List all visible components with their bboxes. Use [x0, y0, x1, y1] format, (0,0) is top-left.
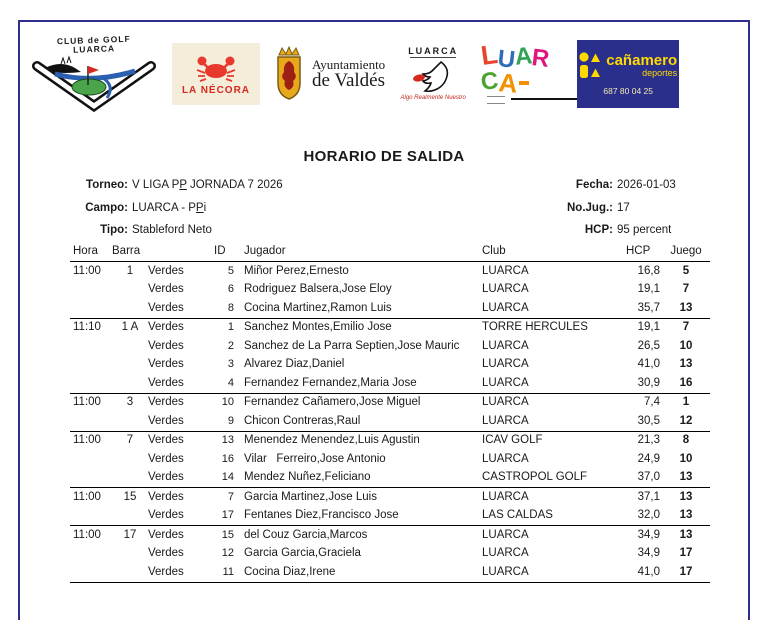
hcp-cell: 19,1: [637, 283, 660, 295]
club-cell: LUARCA: [482, 412, 626, 431]
torneo-value-post: JORNADA 7 2026: [186, 179, 283, 191]
tipo-label: Tipo:: [100, 224, 128, 236]
tee-cell: Verdes: [148, 469, 214, 488]
juego-cell: 10: [679, 452, 693, 465]
tee-cell: Verdes: [148, 396, 184, 408]
hcp-cell: 34,9: [637, 528, 660, 541]
luarca-villa-logo: [397, 47, 469, 101]
hcp-cell: 41,0: [637, 358, 660, 370]
hcp-cell: 41,0: [626, 563, 662, 582]
club-cell: LUARCA: [482, 339, 529, 352]
tee-cell: Verdes: [148, 264, 184, 277]
jugador-cell: Fernandez Fernandez,Maria Jose: [242, 374, 482, 393]
barra-cell: [112, 337, 148, 356]
barra-cell: [112, 281, 148, 300]
tee-cell: Verdes: [148, 490, 184, 503]
club-cell: LUARCA: [482, 547, 529, 559]
header-club: Club: [482, 243, 626, 262]
id-cell: 5: [227, 264, 234, 277]
player-row: [70, 356, 710, 375]
player-row: [70, 299, 710, 318]
campo-value-underlined: P: [195, 201, 204, 214]
hcp-cell: 30,9: [626, 374, 662, 393]
barra-cell: [112, 507, 148, 526]
nojug-label: No.Jug.:: [567, 201, 613, 214]
jugador-cell: Alvarez Diaz,Daniel: [244, 358, 345, 370]
barra-cell: [112, 299, 148, 318]
barra-cell: [112, 374, 148, 393]
hcp-cell: 32,0: [626, 507, 662, 526]
header-barra: Barra: [112, 243, 214, 262]
player-row: [70, 450, 710, 469]
face-profile-icon: [411, 60, 455, 94]
hora-cell: [70, 337, 112, 356]
hora-cell: [70, 469, 112, 488]
canamero-phone: 687 80 04 25: [603, 86, 653, 96]
id-cell: 1: [227, 321, 234, 333]
juego-cell: 7: [682, 283, 690, 295]
hora-cell: 11:00: [73, 528, 101, 541]
info-left-block: [62, 179, 283, 247]
valdes-line1: Ayuntamiento: [312, 57, 386, 72]
hcp-cell: 19,1: [637, 321, 660, 333]
villa-slogan: Algo Realmente Nuestro: [400, 95, 466, 101]
tee-cell: Verdes: [148, 528, 184, 541]
luarca-color-letter: R: [530, 44, 552, 73]
hora-cell: [70, 356, 112, 375]
barra-cell: 3: [126, 396, 134, 408]
id-cell: 4: [214, 374, 242, 393]
hcp-cell: 24,9: [637, 452, 660, 465]
tee-cell: Verdes: [148, 434, 184, 446]
club-golf-luarca-logo: [28, 33, 160, 112]
hora-cell: [70, 563, 112, 582]
luarca-color-letters: [479, 38, 565, 99]
header-hcp: HCP: [626, 243, 662, 262]
info-right-block: [541, 179, 676, 247]
header-juego: Juego: [662, 243, 710, 262]
jugador-cell: Sanchez Montes,Emilio Jose: [244, 321, 392, 333]
juego-cell: 8: [682, 434, 690, 446]
club-cell: LUARCA: [482, 264, 529, 277]
player-row: [70, 262, 710, 281]
villa-title: LUARCA: [408, 46, 459, 56]
page-title: HORARIO DE SALIDA: [303, 148, 465, 165]
hora-cell: 11:10: [73, 321, 101, 333]
campo-value-post: i: [203, 201, 207, 214]
jugador-cell: Fentanes Diez,Francisco Jose: [242, 507, 482, 526]
juego-cell: 13: [662, 469, 710, 488]
hcp-cell: 30,5: [626, 412, 662, 431]
campo-value-pre: LUARCA - P: [132, 201, 196, 214]
id-cell: 13: [221, 434, 234, 446]
hcp-percent-label: HCP:: [584, 224, 613, 236]
juego-cell: 16: [662, 374, 710, 393]
hora-cell: 11:00: [73, 490, 101, 503]
player-row: [70, 412, 710, 431]
juego-cell: 13: [662, 507, 710, 526]
luarca-color-letter: A: [513, 42, 534, 71]
hora-cell: 11:00: [73, 264, 101, 277]
barra-cell: [112, 545, 148, 564]
tee-cell: Verdes: [148, 412, 214, 431]
canamero-name: cañamero: [606, 52, 678, 69]
hcp-cell: 16,8: [637, 264, 660, 277]
club-cell: ICAV GOLF: [482, 434, 543, 446]
valdes-line2: de Valdés: [312, 70, 385, 91]
hora-cell: 11:00: [73, 396, 101, 408]
tee-cell: Verdes: [148, 547, 184, 559]
jugador-cell: Garcia Garcia,Graciela: [244, 547, 361, 559]
hcp-cell: 7,4: [644, 396, 660, 408]
player-row: [70, 393, 710, 412]
hcp-percent-value: 95 percent: [617, 224, 672, 236]
club-cell: LUARCA: [482, 283, 529, 295]
jugador-cell: Fernandez Cañamero,Jose Miguel: [244, 396, 421, 408]
id-cell: 9: [214, 412, 242, 431]
barra-cell: [112, 563, 148, 582]
jugador-cell: Cocina Martinez,Ramon Luis: [242, 299, 482, 318]
club-cell: TORRE HERCULES: [482, 321, 588, 333]
id-cell: 15: [221, 528, 234, 541]
hora-cell: [70, 299, 112, 318]
valdes-text: [312, 58, 385, 90]
crab-icon: [194, 53, 238, 83]
juego-cell: 5: [682, 264, 690, 277]
player-row: [70, 488, 710, 507]
golf-course-drawing-icon: [31, 54, 157, 112]
player-row: [70, 431, 710, 450]
torneo-label: Torneo:: [86, 179, 128, 191]
hcp-cell: 34,9: [637, 547, 660, 559]
tee-cell: Verdes: [148, 321, 184, 333]
juego-cell: 10: [679, 339, 693, 352]
juego-cell: 13: [679, 490, 693, 503]
header-jugador: Jugador: [242, 243, 482, 262]
club-logo-line2: LUARCA: [73, 43, 116, 55]
hora-cell: [70, 374, 112, 393]
club-logo-text: [57, 35, 131, 56]
jugador-cell: Miñor Perez,Ernesto: [244, 264, 349, 277]
campo-value: [132, 202, 206, 214]
nojug-row: [541, 202, 676, 225]
barra-cell: 1: [126, 264, 134, 277]
id-cell: 3: [227, 358, 234, 370]
tee-cell: Verdes: [148, 358, 184, 370]
club-cell: LUARCA: [482, 563, 626, 582]
hora-cell: [70, 281, 112, 300]
barra-cell: [112, 412, 148, 431]
club-cell: LUARCA: [482, 358, 529, 370]
id-cell: 2: [227, 339, 234, 352]
barra-cell: [112, 469, 148, 488]
juego-cell: 13: [662, 299, 710, 318]
tee-cell: Verdes: [148, 283, 184, 295]
id-cell: 17: [214, 507, 242, 526]
id-cell: 6: [227, 283, 234, 295]
tee-cell: Verdes: [148, 339, 184, 352]
valdes-coat-of-arms-icon: [272, 45, 306, 103]
juego-cell: 17: [662, 563, 710, 582]
player-row: [70, 318, 710, 337]
barra-cell: 1 A: [121, 321, 139, 333]
fecha-label: Fecha:: [575, 179, 613, 191]
club-cell: LUARCA: [482, 452, 529, 465]
hora-cell: [70, 450, 112, 469]
barra-cell: 7: [126, 434, 134, 446]
id-cell: 8: [214, 299, 242, 318]
player-row: [70, 526, 710, 545]
club-cell: LUARCA: [482, 396, 529, 408]
jugador-cell: Vilar Ferreiro,Jose Antonio: [244, 452, 386, 465]
luarca-color-underline: [511, 98, 577, 100]
jugador-cell: Menendez Menendez,Luis Agustin: [244, 434, 420, 446]
hcp-cell: 26,5: [637, 339, 660, 352]
la-necora-logo: [172, 43, 260, 105]
hcp-cell: 37,0: [626, 469, 662, 488]
hcp-cell: 35,7: [626, 299, 662, 318]
luarca-color-letter: A: [496, 67, 519, 99]
juego-cell: 17: [679, 547, 693, 559]
torneo-value-pre: V LIGA P: [132, 179, 180, 191]
id-cell: 7: [227, 490, 234, 503]
club-cell: LUARCA: [482, 490, 529, 503]
id-cell: 10: [221, 396, 234, 408]
juego-cell: 13: [679, 528, 693, 541]
club-cell: LUARCA: [482, 528, 529, 541]
fecha-row: [541, 179, 676, 202]
ayuntamiento-valdes-logo: [272, 45, 385, 103]
club-cell: LUARCA: [482, 374, 626, 393]
jugador-cell: Rodriguez Balsera,Jose Eloy: [244, 283, 392, 295]
luarca-color-letter: L: [479, 38, 500, 72]
player-row: [70, 374, 710, 393]
villa-rule: [410, 57, 456, 58]
player-row: [70, 507, 710, 526]
jugador-cell: Garcia Martinez,Jose Luis: [244, 490, 377, 503]
club-cell: LUARCA: [482, 299, 626, 318]
luarca-color-letter: U: [496, 45, 517, 74]
campo-label: Campo:: [85, 201, 128, 214]
hcp-cell: 21,3: [637, 434, 660, 446]
player-row: [70, 563, 710, 582]
nojug-value: 17: [617, 201, 630, 214]
tee-cell: Verdes: [148, 563, 214, 582]
hora-cell: [70, 412, 112, 431]
hora-cell: [70, 545, 112, 564]
header-id: ID: [214, 243, 242, 262]
club-logo-line1: CLUB de GOLF: [56, 33, 131, 47]
header-hora: Hora: [70, 243, 112, 262]
campo-row: [62, 202, 283, 225]
canamero-sub: deportes: [642, 68, 678, 78]
club-cell: CASTROPOL GOLF: [482, 469, 626, 488]
luarca-color-letter: C: [479, 67, 500, 96]
jugador-cell: Chicon Contreras,Raul: [242, 412, 482, 431]
table-body: [70, 262, 710, 583]
id-cell: 11: [214, 563, 242, 582]
club-cell: LAS CALDAS: [482, 507, 626, 526]
barra-cell: [112, 450, 148, 469]
la-necora-label: LA NÉCORA: [181, 84, 251, 96]
fecha-value: 2026-01-03: [617, 179, 676, 191]
tee-cell: Verdes: [148, 507, 214, 526]
jugador-cell: Sanchez de La Parra Septien,Jose Mauric: [244, 339, 460, 352]
jugador-cell: Cocina Diaz,Irene: [242, 563, 482, 582]
hcp-cell: 37,1: [637, 490, 660, 503]
barra-cell: 17: [123, 528, 137, 541]
logo-strip: [20, 22, 748, 120]
tee-cell: Verdes: [148, 299, 214, 318]
start-times-table: [70, 243, 710, 583]
jugador-cell: del Couz Garcia,Marcos: [244, 528, 368, 541]
hora-cell: [70, 507, 112, 526]
torneo-row: [62, 179, 283, 202]
id-cell: 12: [221, 547, 234, 559]
table-header-row: [70, 243, 710, 262]
tee-cell: Verdes: [148, 452, 184, 465]
torneo-value: [132, 179, 283, 191]
canamero-deportes-logo: [577, 40, 679, 108]
player-row: [70, 281, 710, 300]
player-row: [70, 545, 710, 564]
tee-cell: Verdes: [148, 374, 214, 393]
player-row: [70, 337, 710, 356]
hora-cell: 11:00: [73, 434, 101, 446]
juego-cell: 13: [679, 358, 693, 370]
juego-cell: 7: [682, 321, 690, 333]
juego-cell: 1: [682, 396, 690, 408]
canamero-shapes-icon: [579, 52, 601, 79]
tipo-value: Stableford Neto: [132, 224, 212, 236]
barra-cell: [112, 356, 148, 375]
barra-cell: 15: [123, 490, 137, 503]
luarca-colorful-logo: [479, 38, 565, 104]
player-row: [70, 469, 710, 488]
id-cell: 14: [214, 469, 242, 488]
juego-cell: 12: [662, 412, 710, 431]
id-cell: 16: [221, 452, 234, 465]
torneo-value-underlined: P: [179, 179, 187, 191]
jugador-cell: Mendez Nuñez,Feliciano: [242, 469, 482, 488]
luarca-color-dash: [519, 81, 529, 85]
